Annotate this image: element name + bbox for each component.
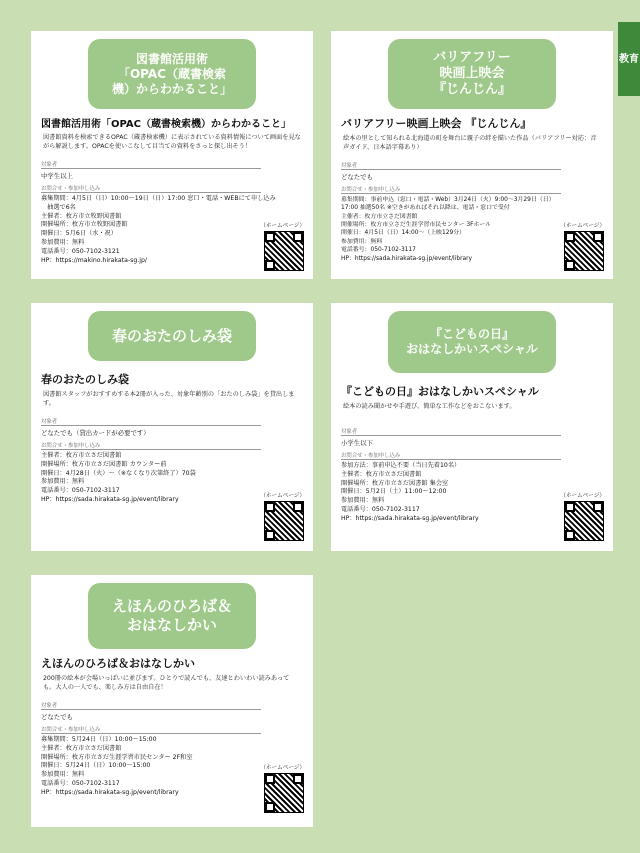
event-card-kodomonohi (331, 303, 613, 551)
target-label: 対象者 (341, 429, 358, 435)
event-description: 図書館資料を検索できるOPAC（蔵書検索機）に表示されている資料情報について画面を見ながら解説します。OPACを使いこなして目当ての資料をさっと探し出そう！ (43, 134, 301, 150)
event-description: 図書館スタッフがおすすめする本2冊が入った、対象年齢別の「おたのしみ袋」を貸出します。 (43, 391, 295, 407)
event-title: バリアフリー映画上映会 『じんじん』 (341, 117, 532, 130)
event-card-otanoshimi (31, 303, 313, 551)
info-line: 開催場所：枚方市立さだ生涯学習市民センター 3Fホール (341, 222, 492, 229)
info-line: 電話番号：050-7102-3117 (341, 247, 416, 254)
info-line: 開催場所：枚方市立さだ図書館 集会室 (341, 479, 449, 487)
divider (341, 169, 561, 170)
hp-link[interactable]: HP：https://sada.hirakata-sg.jp/event/library (341, 255, 473, 262)
contact-label: お問合せ・参加申し込み (341, 186, 401, 193)
homepage-label: （ホームページ） (260, 493, 305, 499)
info-line: 開催場所：枚方市立さだ図書館 カウンター前 (41, 460, 167, 468)
info-line: 主催者：枚方市立さだ図書館 (41, 744, 122, 752)
event-card-ehonnohiroba (31, 575, 313, 827)
info-line: 主催者：枚方市立さだ図書館 (341, 470, 422, 478)
divider (341, 193, 561, 194)
target-label: 対象者 (41, 418, 58, 425)
target-value: 中学生以上 (41, 171, 73, 180)
info-line: 開催場所：枚方市立さだ生涯学習市民センター 2F和室 (41, 753, 193, 761)
qr-code-icon[interactable] (265, 232, 303, 270)
divider (41, 425, 261, 426)
info-line: 主催者：枚方市立さだ図書館 (341, 213, 418, 220)
info-line: 参加費用：無料 (41, 771, 85, 779)
info-line: 開催日：4月5日（日）14:00〜（上映129分） (341, 230, 466, 237)
contact-label: お問合せ・参加申し込み (41, 185, 101, 192)
info-line: 主催者：枚方市立さだ図書館 (41, 451, 122, 459)
hp-link[interactable]: HP：https://sada.hirakata-sg.jp/event/library (341, 514, 479, 522)
info-line: 17:00 抽選50名 ※空きがあればそれ以降は、電話・窓口で受付 (341, 205, 510, 212)
category-tab-label: 教育 (619, 53, 639, 65)
event-title: 図書館活用術「OPAC（蔵書検索機）からわかること」 (41, 119, 291, 130)
homepage-label: （ホームページ） (260, 223, 305, 229)
info-line: 開催日：5月24日（日）10:00〜15:00 (41, 762, 151, 770)
info-line: 参加費用：無料 (341, 238, 383, 245)
event-description: 絵本の里として知られる北海道の町を舞台に親子の絆を描いた作品（バリアフリー対応：音声ガイド、日本語字幕あり） (343, 135, 597, 151)
event-title: 春のおたのしみ袋 (41, 373, 129, 386)
info-line: 開催日：4月28日（火）〜（※なくなり次第終了）70袋 (41, 469, 196, 477)
info-line: 募集期間：4月5日（日）10:00〜19日（日）17:00 窓口・電話・WEBにて申し込み (41, 194, 276, 202)
target-label: 対象者 (41, 161, 58, 168)
info-line: 開催日：5月2日（土）11:00〜12:00 (341, 488, 447, 496)
event-title: 『こどもの日』おはなしかいスペシャル (341, 385, 539, 398)
info-line: 電話番号：050-7102-3117 (41, 779, 120, 787)
event-badge: バリアフリー 映画上映会 『じんじん』 (388, 39, 556, 109)
divider (341, 435, 561, 436)
info-line: 参加費用：無料 (341, 497, 385, 505)
event-badge: 図書館活用術 「OPAC（蔵書検索 機）からわかること」 (88, 39, 256, 109)
event-badge: 春のおたのしみ袋 (88, 311, 256, 361)
target-label: 対象者 (341, 162, 358, 169)
homepage-label: （ホームページ） (560, 223, 605, 229)
info-line: 参加費用：無料 (41, 238, 85, 246)
qr-code-icon[interactable] (265, 502, 303, 540)
event-card-opac (31, 31, 313, 279)
info-line: 電話番号：050-7102-3121 (41, 247, 120, 255)
event-description: 絵本の読み聞かせや手遊び、簡単な工作などをおこないます。 (343, 403, 516, 410)
target-value: どなたでも (41, 712, 73, 721)
category-tab-education[interactable] (618, 22, 640, 96)
info-line: 参加費用：無料 (41, 478, 85, 486)
contact-label: お問合せ・参加申し込み (41, 726, 101, 733)
target-value: どなたでも（貸出カードが必要です） (41, 428, 150, 437)
homepage-label: （ホームページ） (560, 493, 605, 499)
divider (41, 168, 261, 169)
info-line: 抽選で6名 (41, 203, 76, 211)
divider (41, 449, 261, 450)
qr-code-icon[interactable] (565, 502, 603, 540)
hp-link[interactable]: HP：https://sada.hirakata-sg.jp/event/library (41, 495, 179, 503)
target-label: 対象者 (41, 702, 58, 709)
hp-link[interactable]: HP：https://sada.hirakata-sg.jp/event/library (41, 788, 179, 796)
target-value: 小学生以下 (341, 439, 373, 447)
divider (41, 733, 261, 734)
info-line: 開催場所：枚方市立牧野図書館 (41, 221, 128, 229)
event-badge: えほんのひろば＆ おはなしかい (88, 583, 256, 649)
info-line: 電話番号：050-7102-3117 (341, 505, 420, 513)
qr-code-icon[interactable] (565, 232, 603, 270)
info-line: 電話番号：050-7102-3117 (41, 487, 120, 495)
event-description: 200冊の絵本が会場いっぱいに並びます。ひとりで読んでも、友達とわいわい読みあっても。大人の一人でも、楽しみ方は自由自在！ (43, 675, 290, 691)
event-card-jinjin (331, 31, 613, 279)
contact-label: お問合せ・参加申し込み (341, 453, 401, 459)
info-line: 参加方法：事前申込不要（当日先着10名） (341, 462, 461, 469)
qr-code-icon[interactable] (265, 774, 303, 812)
event-badge: 『こどもの日』 おはなしかいスペシャル (388, 311, 556, 373)
divider (41, 709, 261, 710)
divider (41, 192, 261, 193)
divider (341, 459, 561, 460)
contact-label: お問合せ・参加申し込み (41, 442, 101, 449)
target-value: どなたでも (341, 172, 373, 181)
info-line: 主催者：枚方市立牧野図書館 (41, 212, 122, 220)
event-title: えほんのひろば＆おはなしかい (41, 657, 195, 670)
info-line: 開催日：5月6日（水・祝） (41, 230, 117, 238)
homepage-label: （ホームページ） (260, 765, 305, 771)
info-line: 募集期間：事前申込（窓口・電話・Web）3月24日（火）9:00〜3月29日（日） (341, 196, 555, 203)
hp-link[interactable]: HP：https://makino.hirakata-sg.jp/ (41, 256, 147, 264)
info-line: 募集期間：5月24日（日）10:00〜15:00 (41, 735, 157, 743)
